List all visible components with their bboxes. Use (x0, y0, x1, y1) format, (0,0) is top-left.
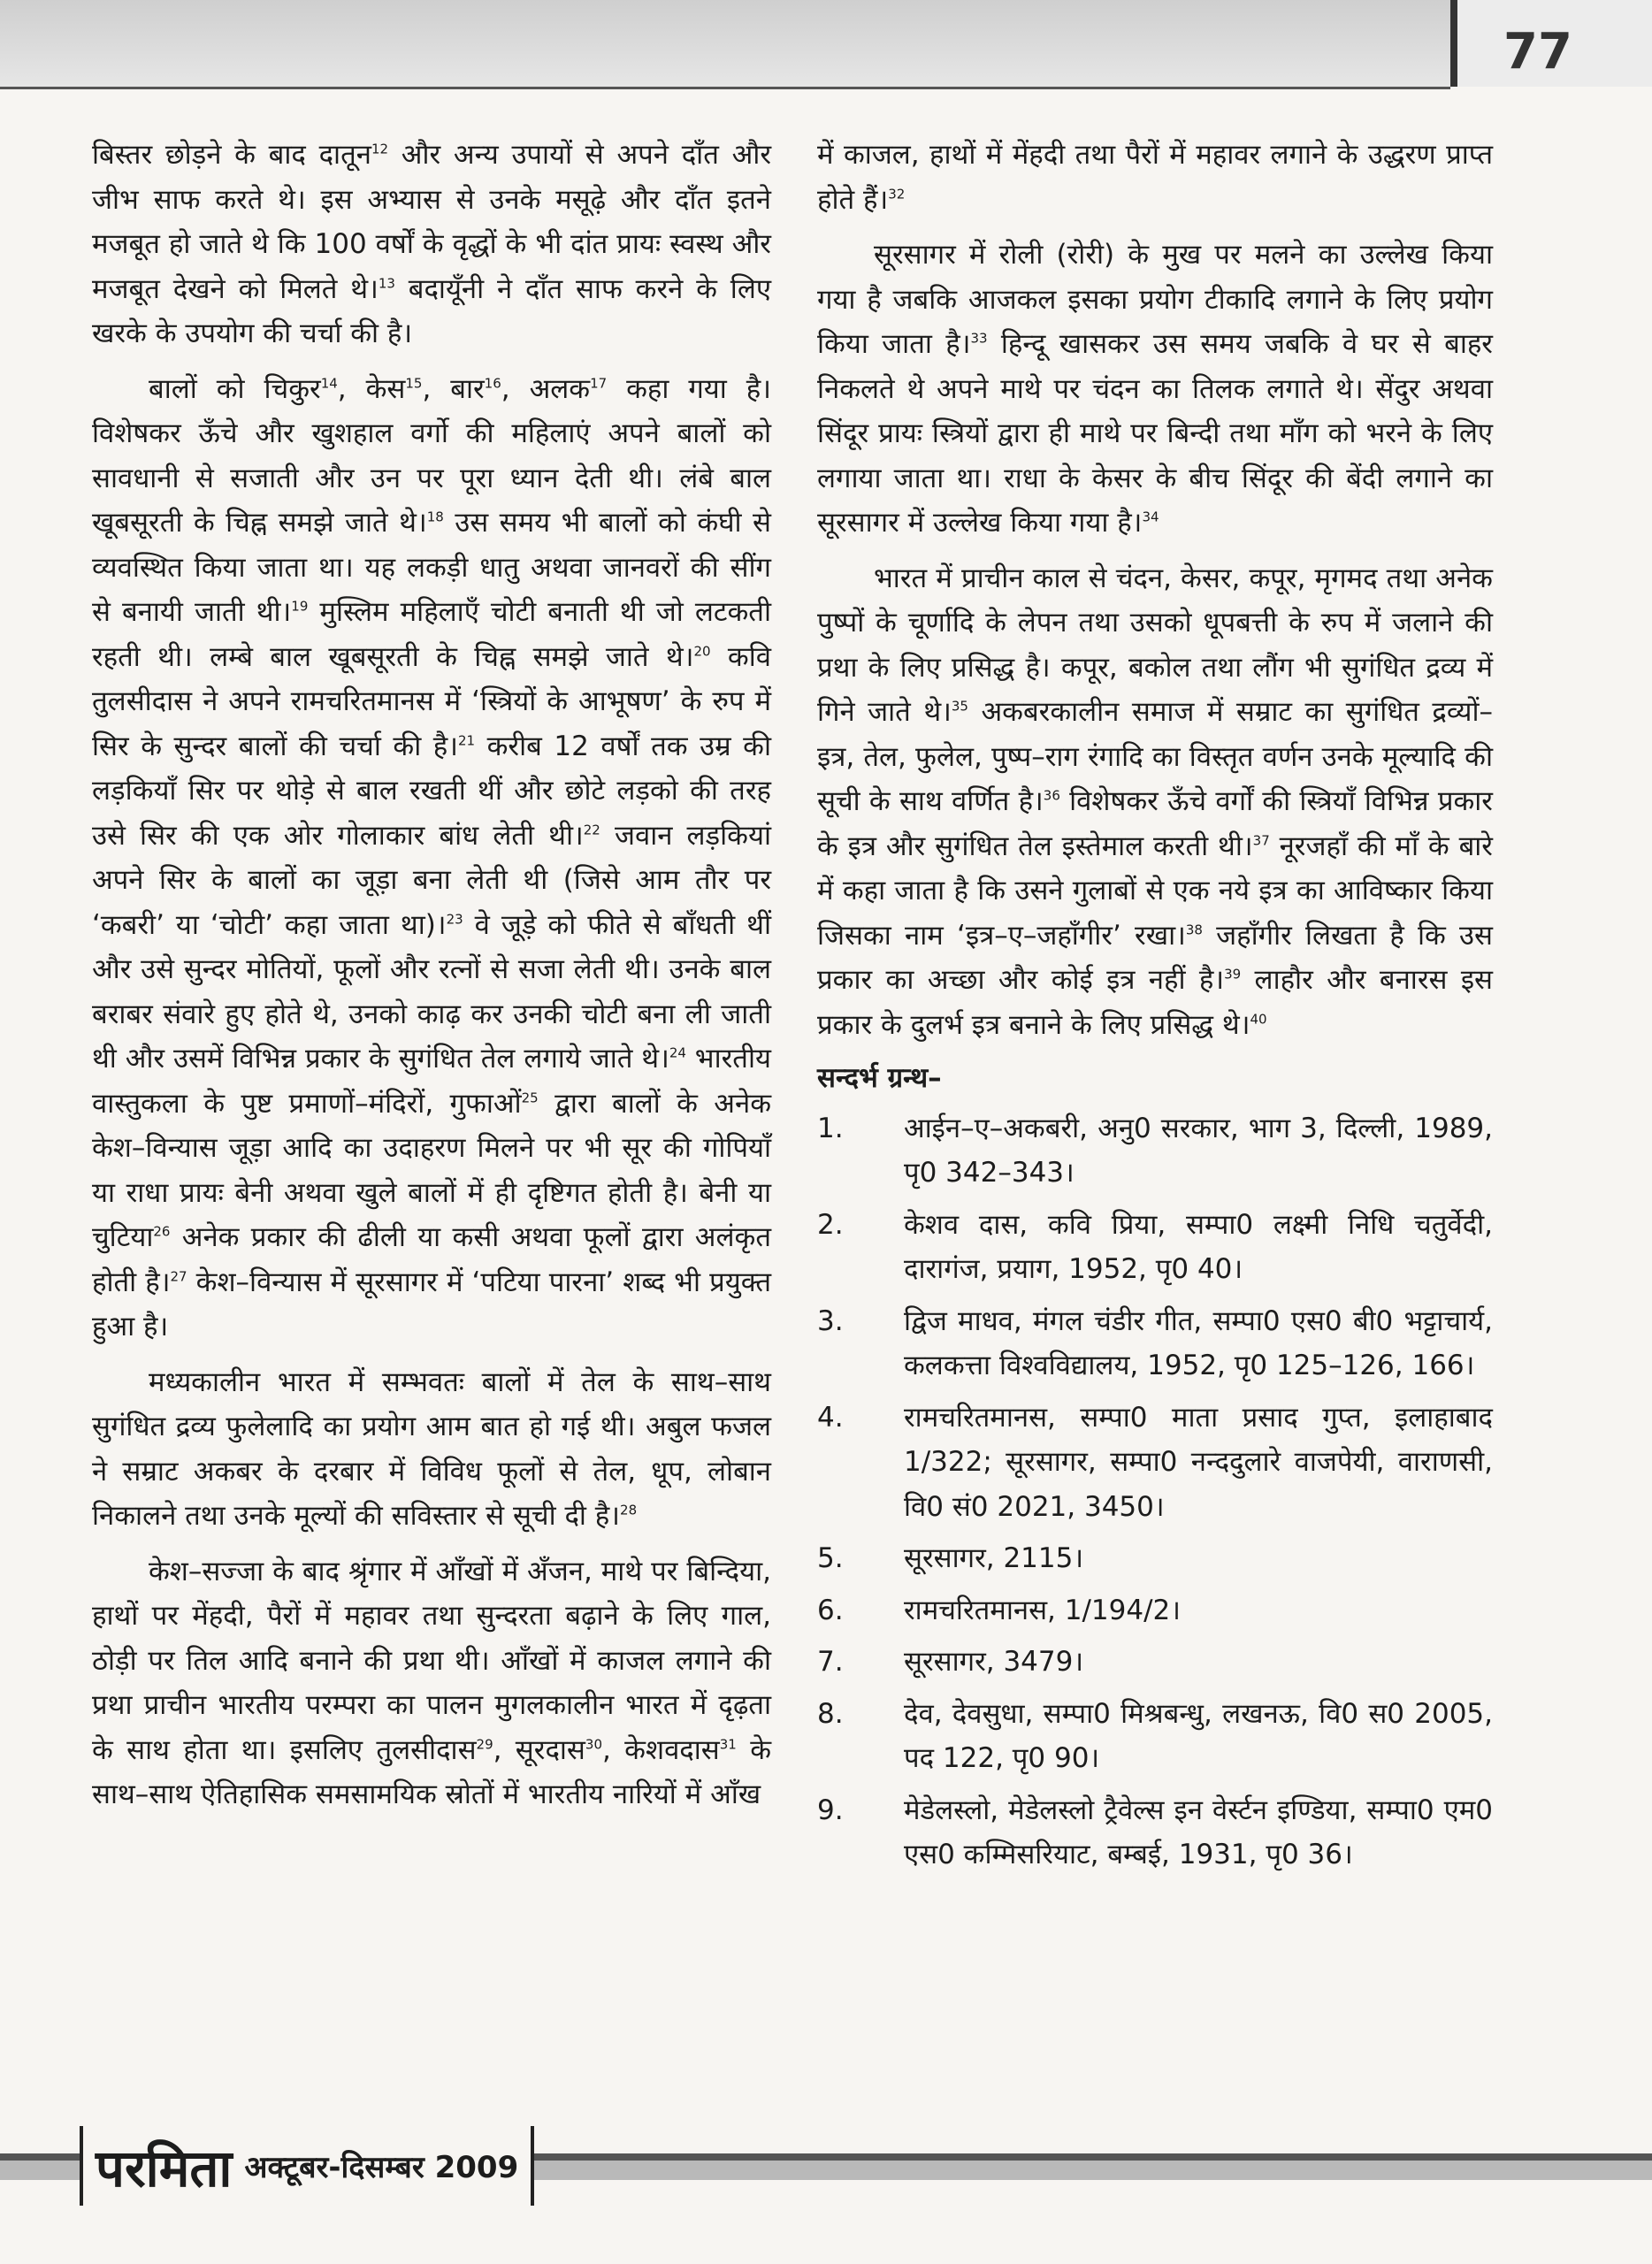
footnote-marker: 28 (620, 1502, 638, 1518)
text-run: , बार (422, 372, 485, 405)
footnote-marker: 24 (669, 1044, 686, 1061)
text-run: में काजल, हाथों में मेंहदी तथा पैरों में महावर लगाने के उद्धरण प्राप्त होते हैं। (817, 139, 1493, 216)
reference-text: सूरसागर, 3479। (904, 1646, 1084, 1678)
header-band (0, 0, 1450, 89)
page-number: 77 (1503, 23, 1572, 80)
reference-text: द्विज माधव, मंगल चंडीर गीत, सम्पा0 एस0 बी0 भट्टाचार्य, कलकत्ता विश्वविद्यालय, 1952, पृ0 125–126, 166। (904, 1304, 1493, 1381)
footnote-marker: 23 (446, 911, 463, 928)
reference-text: सूरसागर, 2115। (904, 1542, 1084, 1574)
text-run: के साथ–साथ ऐतिहासिक समसामयिक स्रोतों में भारतीय नारियों में आँख (92, 1733, 771, 1810)
text-run: कवि तुलसीदास ने अपने रामचरितमानस में ‘स्त्रियों के आभूषण’ के रुप में सिर के सुन्दर बालों की चर्चा की है। (92, 640, 771, 762)
text-run: बालों को चिकुर (149, 372, 321, 405)
text-run: उस समय भी बालों को कंघी से व्यवस्थित किया जाता था। यह लकड़ी धातु अथवा जानवरों की सींग से बनायी जाती थी। (92, 507, 771, 628)
footnote-marker: 36 (1043, 787, 1060, 804)
footnote-marker: 14 (320, 375, 338, 392)
reference-item (817, 1106, 1493, 1196)
footnote-marker: 29 (476, 1736, 493, 1753)
footnote-marker: 25 (521, 1090, 539, 1106)
footnote-marker: 20 (693, 643, 711, 660)
reference-item (817, 1203, 1493, 1292)
text-run: कहा गया है। विशेषकर ऊँचे और खुशहाल वर्गो की महिलाएं अपने बालों को सावधानी से सजाती और उन पर पूरा ध्यान देती थी। लंबे बाल खूबसूरती के चिह्न समझे जाते थे। (92, 372, 771, 539)
text-run: वे जूड़े को फीते से बाँधती थीं और उसे सुन्दर मोतियों, फूलों और रत्नों से सजा लेती थी। उनके बाल बराबर संवारे हुए होते थे, उनको काढ़ कर उनकी चोटी बना ली जाती थी और उसमें विभिन्न प्रकार के सुगंधित तेल लगाये जाते थे। (92, 908, 771, 1075)
reference-text: केशव दास, कवि प्रिया, सम्पा0 लक्ष्मी निधि चतुर्वेदी, दारागंज, प्रयाग, 1952, पृ0 40। (904, 1208, 1493, 1285)
paragraph-makeup (92, 1549, 771, 1817)
text-run: मध्यकालीन भारत में सम्भवतः बालों में तेल के साथ–साथ सुगंधित द्रव्य फुलेलादि का प्रयोग आम बात हो गई थी। अबुल फजल ने सम्राट अकबर के दरबार में विविध फूलों से तेल, धूप, लोबान निकालने तथा उनके मूल्यों की सविस्तार से सूची दी है। (92, 1365, 771, 1532)
reference-number: 7. (817, 1646, 844, 1678)
reference-number: 5. (817, 1542, 844, 1574)
footnote-marker: 26 (153, 1223, 171, 1240)
text-run: बिस्तर छोड़ने के बाद दातून (92, 139, 371, 171)
reference-number: 6. (817, 1594, 844, 1626)
paragraph-kajal (817, 133, 1493, 222)
reference-text: देव, देवसुधा, सम्पा0 मिश्रबन्धु, लखनऊ, वि0 स0 2005, पद 122, पृ0 90। (904, 1697, 1493, 1774)
reference-number: 3. (817, 1304, 844, 1337)
footnote-marker: 39 (1224, 966, 1242, 983)
references-heading: सन्दर्भ ग्रन्थ– (817, 1062, 942, 1094)
text-run: जवान लड़कियां अपने सिर के बालों का जूड़ा बना लेती थी (जिसे आम तौर पर ‘कबरी’ या ‘चोटी’ कहा जाता था)। (92, 819, 771, 941)
text-run: भारतीय वास्तुकला के पुष्ट प्रमाणों–मंदिरों, गुफाओं (92, 1043, 771, 1120)
footnote-marker: 19 (291, 598, 309, 615)
text-run: बदायूँनी ने दाँत साफ करने के लिए खरके के उपयोग की चर्चा की है। (92, 272, 771, 349)
right-column (817, 133, 1493, 1878)
text-run: केश–विन्यास में सूरसागर में ‘पटिया पारना’ शब्द भी प्रयुक्त हुआ है। (92, 1266, 771, 1342)
text-run: मुस्लिम महिलाएँ चोटी बनाती थी जो लटकती रहती थी। लम्बे बाल खूबसूरती के चिह्न समझे जाते थे। (92, 596, 771, 673)
reference-item (817, 1588, 1493, 1633)
reference-text: रामचरितमानस, 1/194/2। (904, 1594, 1181, 1626)
text-run: नूरजहाँ की माँ के बारे में कहा जाता है कि उसने गुलाबों से एक नये इत्र का आविष्कार किया जिसका नाम ‘इत्र–ए–जहाँगीर’ रखा। (817, 830, 1493, 952)
text-run: , अलक (501, 372, 591, 405)
reference-item (817, 1299, 1493, 1388)
footer-masthead (80, 2126, 534, 2206)
footnote-marker: 35 (951, 698, 968, 715)
reference-item (817, 1788, 1493, 1878)
paragraph-roli (817, 233, 1493, 546)
footnote-marker: 33 (970, 330, 988, 347)
text-run: विशेषकर ऊँचे वर्गों की स्त्रियाँ विभिन्न प्रकार के इत्र और सुगंधित तेल इस्तेमाल करती थी। (817, 785, 1493, 862)
footnote-marker: 32 (888, 186, 906, 203)
footnote-marker: 12 (371, 141, 389, 157)
text-run: और अन्य उपायों से अपने दाँत और जीभ साफ करते थे। इस अभ्यास से उनके मसूढ़े और दाँत इतने मजबूत हो जाते थे कि 100 वर्षों के वृद्धों के भी दांत प्रायः स्वस्थ और मजबूत देखने को मिलते थे। (92, 139, 771, 305)
reference-item (817, 1536, 1493, 1581)
paragraph-perfume (817, 556, 1493, 1048)
text-run: हिन्दू खासकर उस समय जबकि वे घर से बाहर निकलते थे अपने माथे पर चंदन का तिलक लगाते थे। सेंदुर अथवा सिंदूर प्रायः स्त्रियों द्वारा ही माथे पर बिन्दी तथा माँग को भरने के लिए लगाया जाता था। राधा के केसर के बीच सिंदूर की बेंदी लगाने का सूरसागर में उल्लेख किया गया है। (817, 328, 1493, 539)
references-list (817, 1106, 1493, 1878)
footnote-marker: 30 (585, 1736, 602, 1753)
text-run: भारत में प्राचीन काल से चंदन, केसर, कपूर, मृगमद तथा अनेक पुष्पों के चूर्णादि के लेपन तथा उसको धूपबत्ती के रुप में जलाने की प्रथा के लिए प्रसिद्ध है। कपूर, बकोल तथा लौंग भी सुगंधित द्रव्य में गिने जाते थे। (817, 562, 1493, 728)
reference-text: आईन–ए–अकबरी, अनु0 सरकार, भाग 3, दिल्ली, 1989, पृ0 342–343। (904, 1112, 1493, 1189)
reference-text: मेडेलस्लो, मेडेलस्लो ट्रैवेल्स इन वेर्स्टन इण्डिया, सम्पा0 एम0 एस0 कम्मिसरियाट, बम्बई, 1931, पृ0 36। (904, 1794, 1493, 1870)
text-run: , सूरदास (493, 1733, 585, 1766)
left-column (92, 133, 771, 1817)
header-separator (1450, 0, 1457, 87)
text-run: केश–सज्जा के बाद श्रृंगार में आँखों में अँजन, माथे पर बिन्दिया, हाथों पर मेंहदी, पैरों में महावर तथा सुन्दरता बढ़ाने के लिए गाल, ठोड़ी पर तिल आदि बनाने की प्रथा थी। आँखों में काजल लगाने की प्रथा प्राचीन भारतीय परम्परा का पालन मुगलकालीन भारत में दृढ़ता के साथ होता था। इसलिए तुलसीदास (92, 1555, 771, 1766)
reference-number: 8. (817, 1697, 844, 1730)
footnote-marker: 40 (1250, 1011, 1267, 1028)
text-run: सूरसागर में रोली (रोरी) के मुख पर मलने का उल्लेख किया गया है जबकि आजकल इसका प्रयोग टीकादि लगाने के लिए प्रयोग किया जाता है। (817, 239, 1493, 360)
reference-text: रामचरितमानस, सम्पा0 माता प्रसाद गुप्त, इलाहाबाद 1/322; सूरसागर, सम्पा0 नन्ददुलारे वाजपेयी, वाराणसी, वि0 सं0 2021, 3450। (904, 1401, 1493, 1523)
footnote-marker: 38 (1185, 922, 1203, 938)
paragraph-oils (92, 1360, 771, 1539)
issue-date: अक्टूबर-दिसम्बर 2009 (244, 2150, 519, 2185)
reference-number: 9. (817, 1794, 844, 1826)
footnote-marker: 16 (484, 375, 501, 392)
text-run: जहाँगीर लिखता है कि उस प्रकार का अच्छा और कोई इत्र नहीं है। (817, 919, 1493, 996)
paragraph-hair (92, 367, 771, 1350)
footnote-marker: 22 (583, 822, 600, 838)
text-run: द्वारा बालों के अनेक केश–विन्यास जूड़ा आदि का उदाहरण मिलने पर भी सूर की गोपियाँ या राधा प्रायः बेनी अथवा खुले बालों में ही दृष्टिगत होती है। बेनी या चुटिया (92, 1087, 772, 1253)
footnote-marker: 17 (590, 375, 608, 392)
reference-number: 4. (817, 1401, 844, 1434)
reference-item (817, 1692, 1493, 1781)
magazine-title: परमिता (96, 2138, 233, 2199)
reference-item (817, 1640, 1493, 1685)
footnote-marker: 18 (426, 509, 444, 525)
text-run: , केशवदास (602, 1733, 720, 1766)
footnote-marker: 21 (457, 732, 476, 749)
paragraph-teeth (92, 133, 771, 356)
footnote-marker: 34 (1142, 509, 1159, 525)
reference-number: 2. (817, 1208, 844, 1241)
reference-number: 1. (817, 1112, 844, 1144)
footnote-marker: 15 (405, 375, 423, 392)
footnote-marker: 13 (378, 275, 395, 292)
text-run: अनेक प्रकार की ढीली या कसी अथवा फूलों द्वारा अलंकृत होती है। (92, 1221, 771, 1298)
text-run: अकबरकालीन समाज में सम्राट का सुगंधित द्रव्यों–इत्र, तेल, फुलेल, पुष्प–राग रंगादि का विस्तृत वर्णन उनके मूल्यादि की सूची के साथ वर्णित है। (817, 696, 1494, 817)
footnote-marker: 27 (170, 1268, 187, 1285)
footnote-marker: 31 (719, 1736, 737, 1753)
text-run: , केस (337, 372, 406, 405)
footnote-marker: 37 (1252, 832, 1270, 849)
text-run: लाहौर और बनारस इस प्रकार के दुलर्भ इत्र बनाने के लिए प्रसिद्ध थे। (817, 964, 1493, 1041)
reference-item (817, 1396, 1493, 1530)
text-run: करीब 12 वर्षों तक उम्र की लड़कियाँ सिर पर थोड़े से बाल रखती थीं और छोटे लड़को की तरह उसे सिर की एक ओर गोलाकार बांध लेती थी। (92, 730, 771, 852)
